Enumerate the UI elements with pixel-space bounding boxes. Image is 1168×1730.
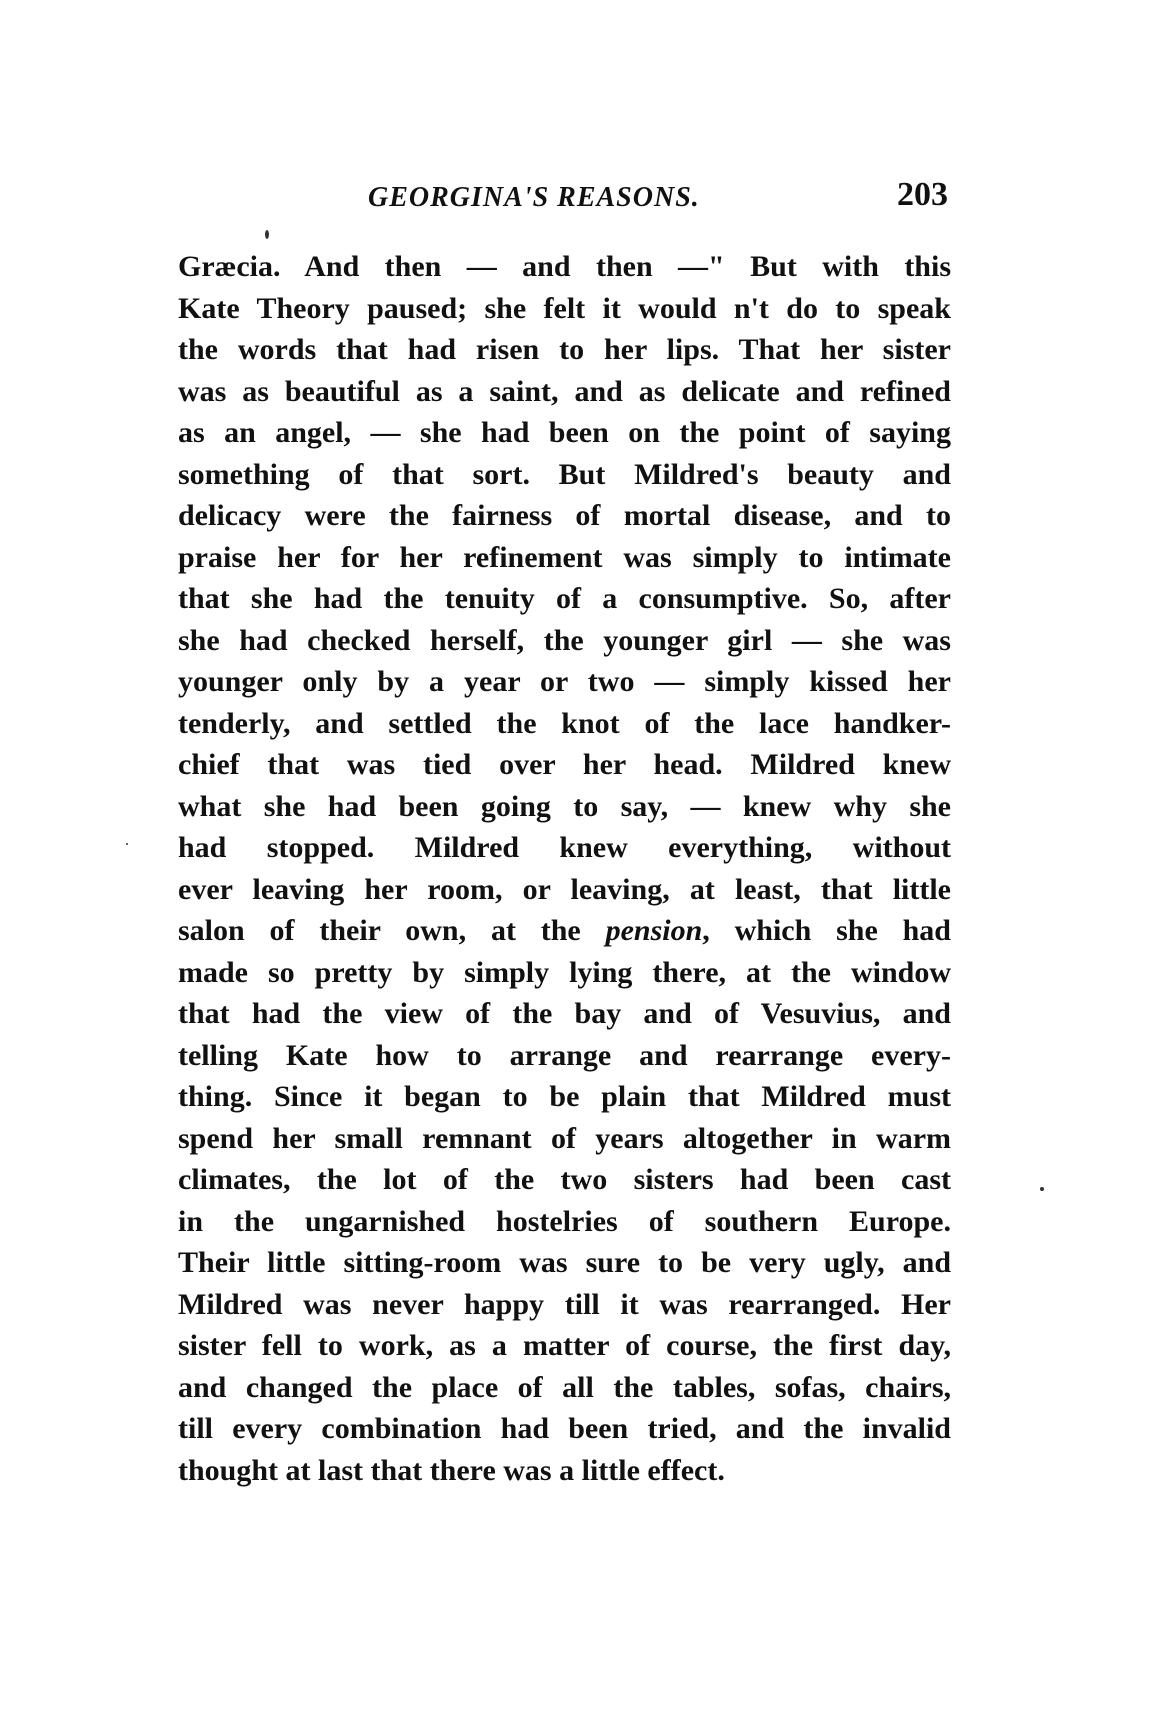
text-line: chief that was tied over her head. Mildred knew [178, 748, 951, 781]
text-line: that had the view of the bay and of Vesuvius, and [178, 997, 951, 1030]
text-line: thought at last that there was a little effect. [178, 1453, 725, 1487]
text-line: had stopped. Mildred knew everything, without [178, 831, 951, 864]
text-line: and changed the place of all the tables, sofas, chairs, [178, 1370, 951, 1404]
text-line: spend her small remnant of years altogether in warm [178, 1121, 951, 1155]
text-line: thing. Since it began to be plain that Mildred must [178, 1080, 951, 1113]
ink-speck [265, 230, 269, 239]
text-line: Græcia. And then — and then —" But with this [178, 250, 951, 283]
text-line: in the ungarnished hostelries of southern Europe. [178, 1204, 951, 1238]
ink-speck [1040, 1187, 1044, 1191]
text-line: Kate Theory paused; she felt it would n't do to speak [178, 291, 951, 325]
text-segment: , which she had [702, 914, 951, 947]
text-line: telling Kate how to arrange and rearrange every- [178, 1038, 951, 1072]
page-number: 203 [897, 176, 948, 213]
text-line: climates, the lot of the two sisters had been cast [178, 1163, 951, 1196]
text-line: Their little sitting-room was sure to be very ugly, and [178, 1246, 951, 1279]
text-line: tenderly, and settled the knot of the lace handker- [178, 706, 951, 740]
text-line: as an angel, — she had been on the point of saying [178, 416, 951, 449]
text-line: ever leaving her room, or leaving, at least, that little [178, 872, 951, 906]
running-title: GEORGINA'S REASONS. [368, 182, 700, 213]
running-head [178, 178, 978, 228]
text-line: was as beautiful as a saint, and as delicate and refined [178, 374, 951, 408]
text-line: Mildred was never happy till it was rearranged. Her [178, 1287, 951, 1321]
text-line: sister fell to work, as a matter of course, the first day, [178, 1329, 951, 1362]
text-line: the words that had risen to her lips. That her sister [178, 333, 951, 366]
body-text [178, 246, 951, 1491]
text-line: younger only by a year or two — simply kissed her [178, 665, 951, 698]
text-line: delicacy were the fairness of mortal disease, and to [178, 499, 951, 532]
text-line: that she had the tenuity of a consumptive. So, after [178, 582, 951, 615]
text-segment: salon of their own, at the [178, 914, 606, 947]
text-line: praise her for her refinement was simply to intimate [178, 540, 951, 574]
italic-word: pension [605, 914, 703, 947]
text-line: she had checked herself, the younger girl — she was [178, 623, 951, 657]
text-line [178, 910, 951, 952]
text-line: till every combination had been tried, and the invalid [178, 1412, 951, 1445]
ink-speck [126, 843, 128, 845]
text-line: what she had been going to say, — knew why she [178, 789, 951, 823]
text-line: made so pretty by simply lying there, at the window [178, 955, 951, 989]
text-line: something of that sort. But Mildred's beauty and [178, 457, 951, 491]
